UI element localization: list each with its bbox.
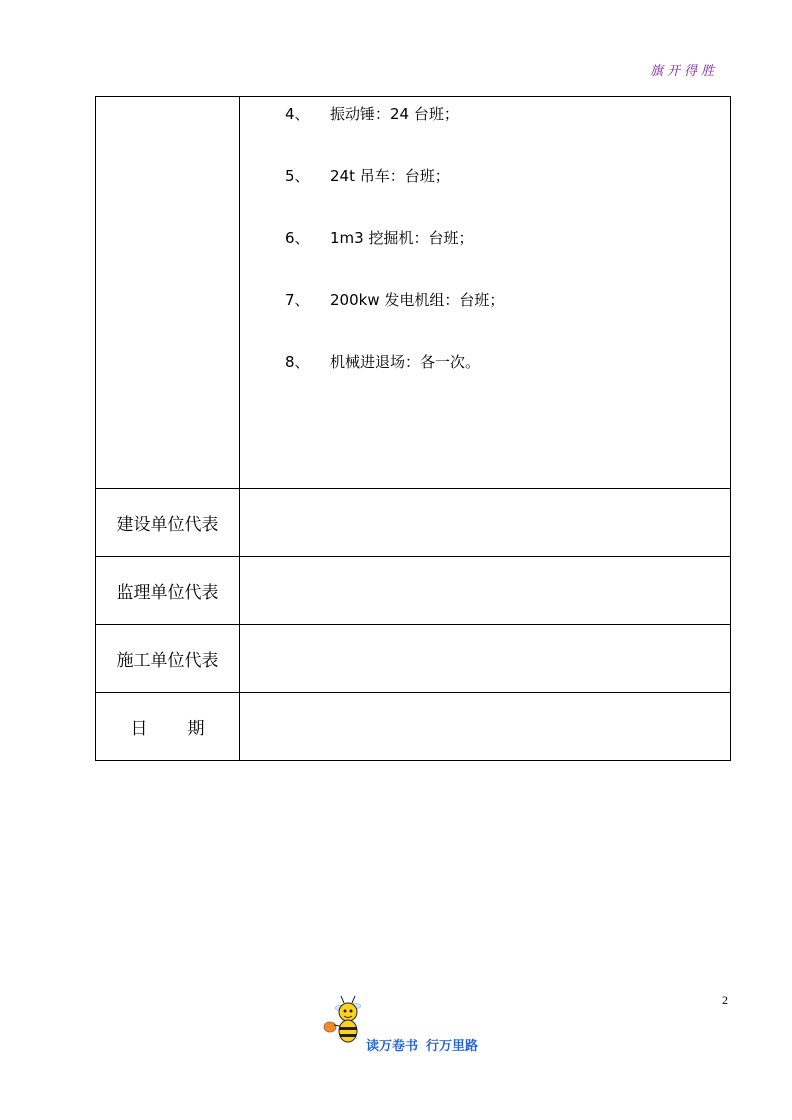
list-item [240,221,730,283]
contractor-rep-signature-field[interactable] [240,625,731,693]
list-item [240,283,730,345]
item-number: 6、 [285,229,310,247]
supervision-rep-row [96,557,731,625]
item-number: 8、 [285,353,310,371]
contractor-rep-row [96,625,731,693]
item-text: 24t 吊车：台班； [330,167,450,185]
construction-rep-label: 建设单位代表 [96,489,240,557]
slogan-part-2: 行万里路 [426,1039,479,1054]
footer-slogan [366,1035,478,1054]
page-number: 2 [722,993,728,1007]
contractor-rep-label: 施工单位代表 [96,625,240,693]
date-row [96,693,731,761]
item-number: 4、 [285,105,310,123]
date-label [96,693,240,761]
construction-rep-row [96,489,731,557]
item-text: 机械进退场：各一次。 [330,353,481,371]
item-number: 5、 [285,167,310,185]
header-motto: 旗开得胜 [650,64,719,79]
supervision-rep-label: 监理单位代表 [96,557,240,625]
equipment-label-cell [96,97,240,489]
item-number: 7、 [285,291,310,309]
date-label-char-1: 日 [130,719,148,739]
slogan-part-1: 读万卷书 [366,1039,419,1054]
item-text: 200kw 发电机组：台班； [330,291,505,309]
bee-mascot-logo [320,990,370,1050]
item-text: 1m3 挖掘机：台班； [330,229,474,247]
sign-off-table [95,96,731,761]
date-label-char-2: 期 [187,719,205,739]
equipment-row [96,97,731,489]
list-item [240,97,730,159]
list-item [240,345,730,407]
item-text: 振动锤：24 台班； [330,105,459,123]
supervision-rep-signature-field[interactable] [240,557,731,625]
equipment-content-cell [240,97,731,489]
construction-rep-signature-field[interactable] [240,489,731,557]
list-item [240,159,730,221]
date-field[interactable] [240,693,731,761]
